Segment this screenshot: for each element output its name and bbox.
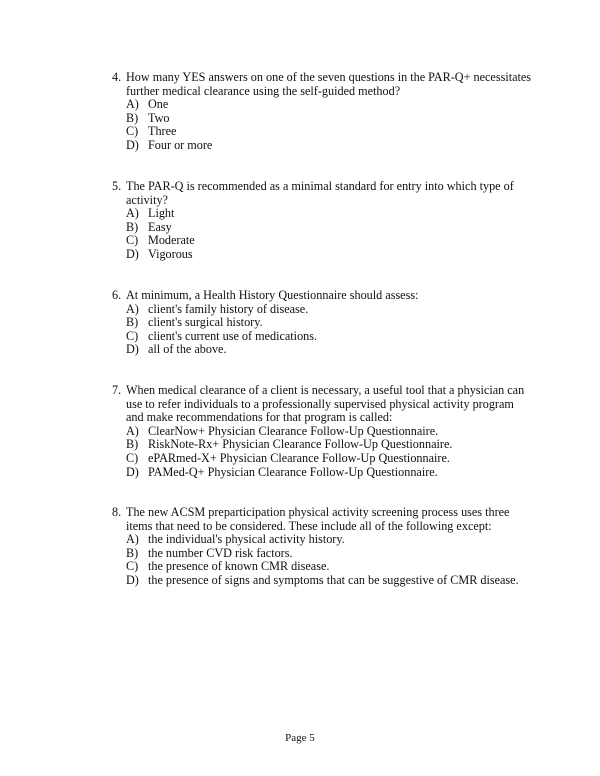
choice-a	[126, 98, 532, 112]
choice-letter: B)	[126, 219, 139, 234]
choice-letter: D)	[126, 137, 139, 152]
choice-d	[126, 343, 532, 357]
choice-text: RiskNote-Rx+ Physician Clearance Follow-Up Questionnaire.	[148, 437, 453, 452]
question-stem	[112, 289, 532, 303]
choice-c	[126, 125, 532, 139]
choice-c	[126, 330, 532, 344]
choice-letter: C)	[126, 328, 139, 343]
choice-text: all of the above.	[148, 342, 227, 357]
choice-text: Moderate	[148, 233, 195, 248]
choice-b	[126, 316, 532, 330]
choice-text: Easy	[148, 219, 172, 234]
choice-letter: C)	[126, 559, 139, 574]
choice-text: client's current use of medications.	[148, 328, 318, 343]
question-text: The new ACSM preparticipation physical activity screening process uses three items that need to be considered. These include all of the following except:	[126, 505, 510, 533]
choice-letter: D)	[126, 464, 139, 479]
choice-text: ePARmed-X+ Physician Clearance Follow-Up Questionnaire.	[148, 450, 450, 465]
choice-letter: D)	[126, 246, 139, 261]
choice-d	[126, 139, 532, 153]
choice-b	[126, 221, 532, 235]
choice-text: One	[148, 97, 169, 112]
question-8	[112, 506, 532, 588]
question-text: How many YES answers on one of the seven questions in the PAR-Q+ necessitates further medical clearance using the self-guided method?	[126, 70, 532, 98]
choice-letter: B)	[126, 315, 139, 330]
choice-text: Vigorous	[148, 246, 193, 261]
choice-letter: B)	[126, 437, 139, 452]
question-stem	[112, 71, 532, 98]
question-7	[112, 384, 532, 479]
choice-text: PAMed-Q+ Physician Clearance Follow-Up Questionnaire.	[148, 464, 438, 479]
choice-a	[126, 207, 532, 221]
choice-text: the presence of signs and symptoms that can be suggestive of CMR disease.	[148, 572, 519, 587]
question-6	[112, 289, 532, 357]
choice-letter: A)	[126, 423, 139, 438]
choice-d	[126, 248, 532, 262]
question-5	[112, 180, 532, 262]
choice-letter: C)	[126, 233, 139, 248]
question-number: 4.	[112, 70, 122, 84]
question-text: The PAR-Q is recommended as a minimal standard for entry into which type of activity?	[126, 179, 514, 207]
page-number: Page 5	[285, 732, 315, 744]
choice-letter: A)	[126, 97, 139, 112]
question-number: 7.	[112, 383, 122, 397]
choice-text: client's surgical history.	[148, 315, 263, 330]
choice-c	[126, 234, 532, 248]
question-text: At minimum, a Health History Questionnaire should assess:	[126, 288, 419, 302]
choice-text: Three	[148, 124, 177, 139]
question-number: 5.	[112, 179, 122, 193]
choice-c	[126, 560, 532, 574]
choice-letter: C)	[126, 124, 139, 139]
choice-text: Four or more	[148, 137, 213, 152]
choice-text: ClearNow+ Physician Clearance Follow-Up Questionnaire.	[148, 423, 439, 438]
question-4	[112, 71, 532, 153]
choice-text: Light	[148, 206, 175, 221]
choice-a	[126, 425, 532, 439]
question-number: 8.	[112, 505, 122, 519]
choice-text: Two	[148, 110, 170, 125]
question-stem	[112, 384, 532, 425]
choice-a	[126, 303, 532, 317]
choice-text: the number CVD risk factors.	[148, 545, 293, 560]
choice-letter: C)	[126, 450, 139, 465]
choice-d	[126, 574, 532, 588]
choice-c	[126, 452, 532, 466]
question-stem	[112, 506, 532, 533]
choice-letter: A)	[126, 206, 139, 221]
choice-letter: B)	[126, 110, 139, 125]
question-text: When medical clearance of a client is necessary, a useful tool that a physician can use to refer individuals to a professionally supervised physical activity program and make recommendations for that program is called:	[126, 383, 525, 425]
choice-text: the presence of known CMR disease.	[148, 559, 330, 574]
choice-b	[126, 547, 532, 561]
question-number: 6.	[112, 288, 122, 302]
question-stem	[112, 180, 532, 207]
choice-b	[126, 438, 532, 452]
choice-b	[126, 112, 532, 126]
choice-letter: A)	[126, 301, 139, 316]
choice-letter: D)	[126, 342, 139, 357]
choice-d	[126, 466, 532, 480]
choice-letter: A)	[126, 532, 139, 547]
choice-letter: D)	[126, 572, 139, 587]
choice-text: client's family history of disease.	[148, 301, 309, 316]
choice-a	[126, 533, 532, 547]
choice-letter: B)	[126, 545, 139, 560]
choice-text: the individual's physical activity history.	[148, 532, 345, 547]
